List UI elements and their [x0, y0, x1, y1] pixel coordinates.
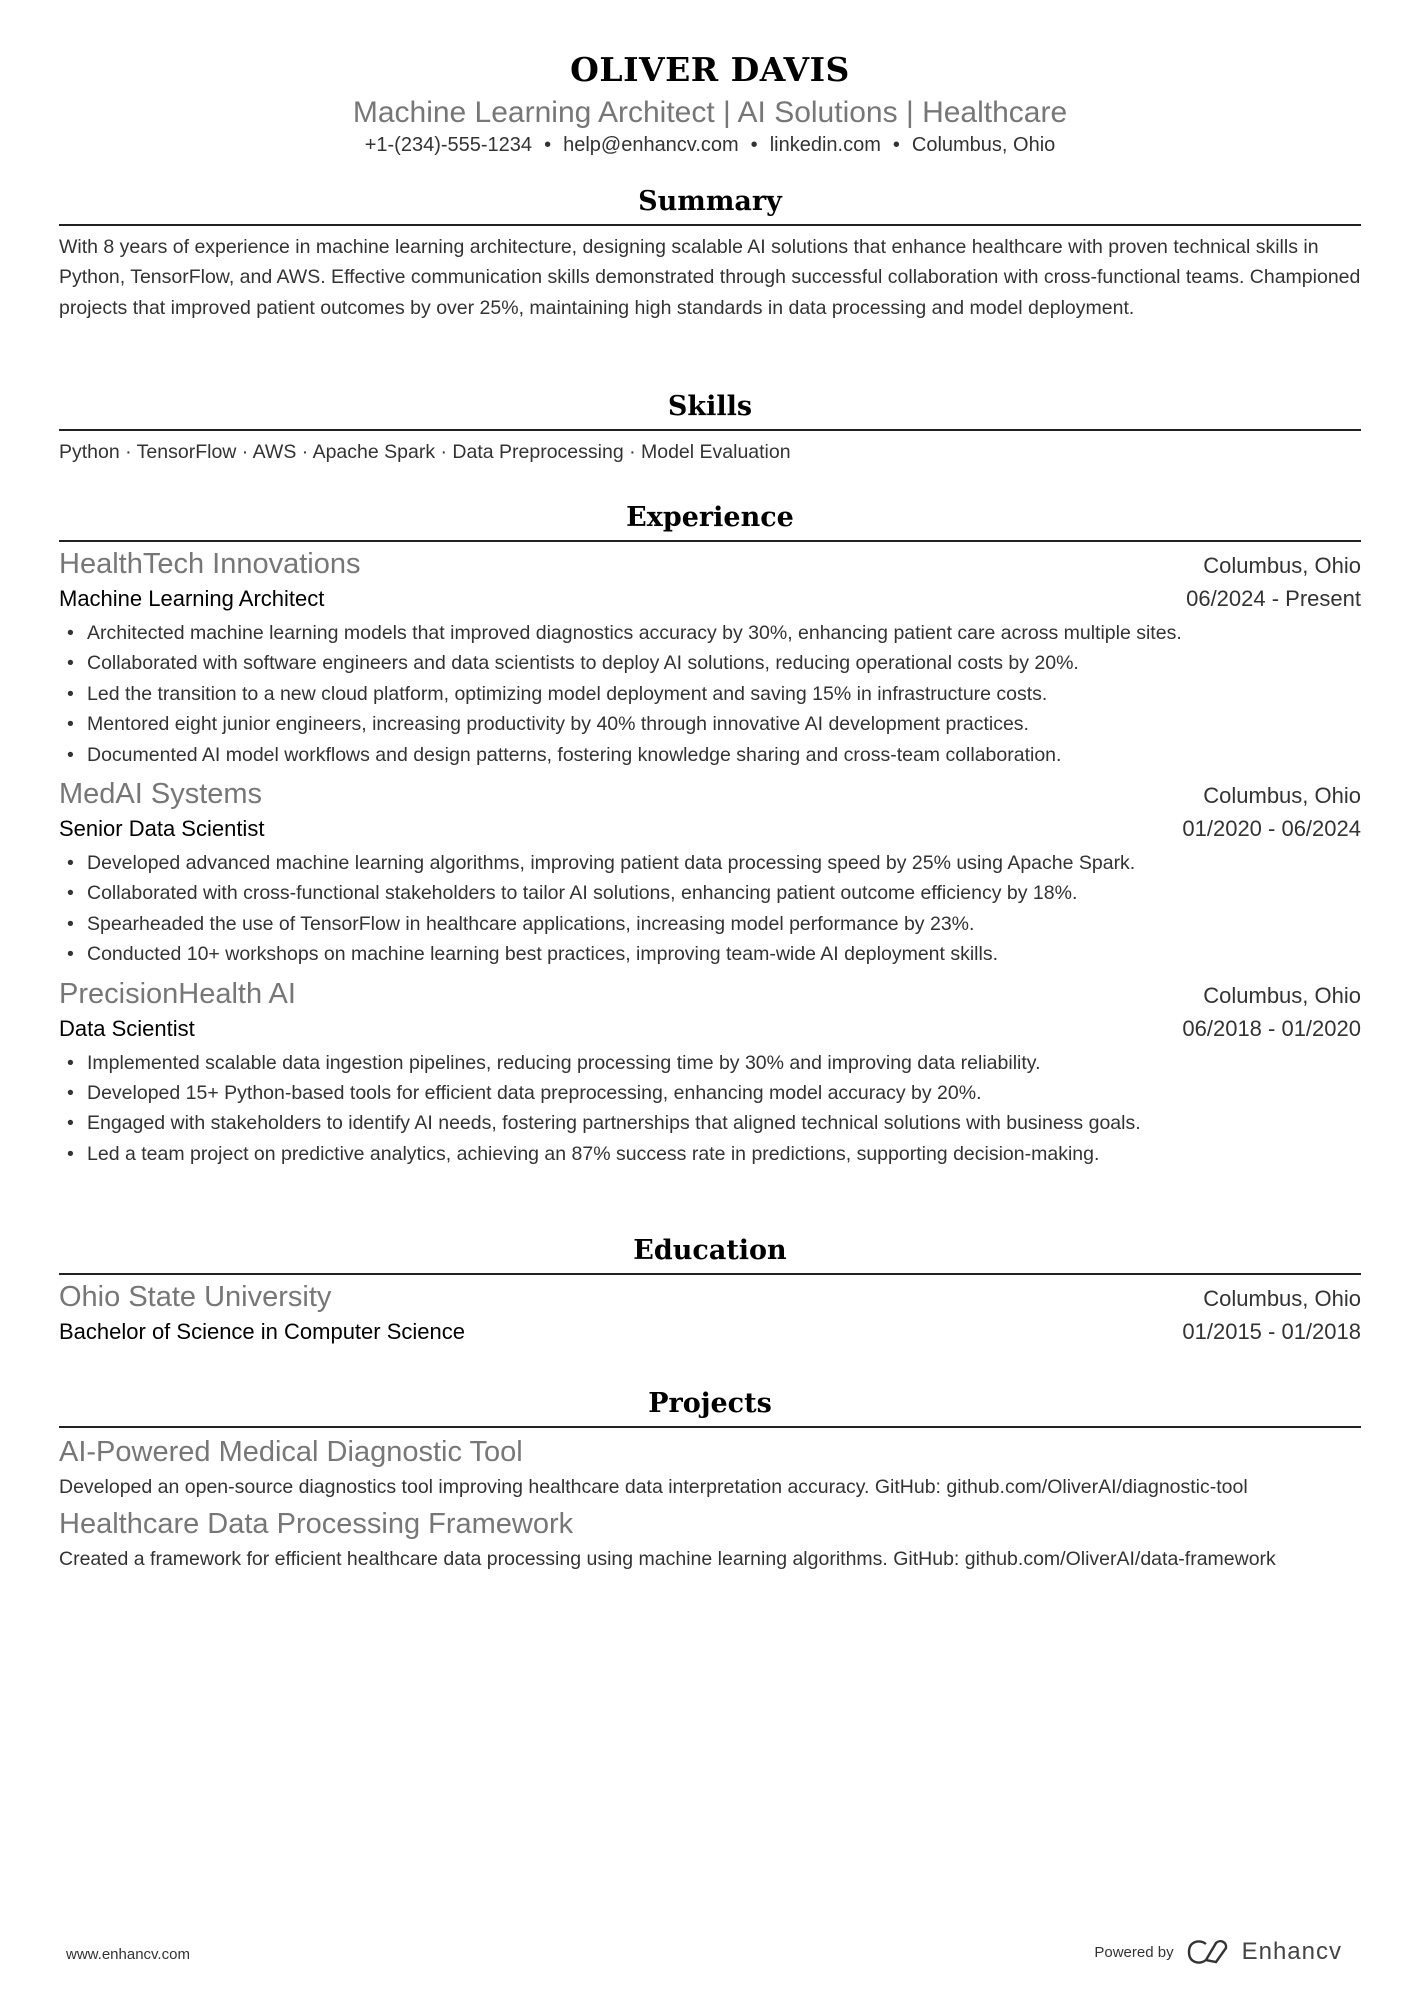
linkedin-link[interactable]: linkedin.com — [769, 134, 881, 156]
achievement-bullet: • Implemented scalable data ingestion pipelines, reducing processing time by 30% and improving data reliability. — [59, 1048, 1361, 1078]
email-link[interactable]: help@enhancv.com — [563, 134, 739, 156]
experience-section — [59, 498, 1361, 1169]
projects-section — [59, 1384, 1361, 1575]
job-dates: 01/2020 - 06/2024 — [1182, 816, 1361, 842]
achievement-bullet: • Developed advanced machine learning algorithms, improving patient data processing speed by 25% using Apache Spark. — [59, 848, 1361, 878]
divider — [59, 1273, 1361, 1275]
company-name: PrecisionHealth AI — [59, 977, 296, 1010]
job-dates: 06/2024 - Present — [1186, 586, 1361, 611]
achievement-list — [59, 1048, 1361, 1170]
divider — [59, 1426, 1361, 1428]
job-location: Columbus, Ohio — [1203, 783, 1361, 809]
divider — [59, 429, 1361, 431]
experience-entry — [59, 976, 1361, 1170]
achievement-bullet: • Conducted 10+ workshops on machine learning best practices, improving team-wide AI deployment skills. — [59, 939, 1361, 969]
skills-section — [59, 387, 1361, 467]
project-description: Developed an open-source diagnostics tool improving healthcare data interpretation accuracy. GitHub: github.com/OliverAI/diagnostic-tool — [59, 1476, 1248, 1498]
education-entry — [59, 1279, 1361, 1349]
achievement-bullet: • Spearheaded the use of TensorFlow in healthcare applications, increasing model performance by 23%. — [59, 909, 1361, 939]
enhancv-logo-icon — [1186, 1939, 1230, 1965]
divider — [59, 540, 1361, 542]
footer-branding — [1094, 1938, 1342, 1966]
achievement-list — [59, 848, 1361, 970]
project-description: Created a framework for efficient healthcare data processing using machine learning algorithms. GitHub: github.com/OliverAI/data-framework — [59, 1548, 1276, 1571]
location: Columbus, Ohio — [911, 134, 1056, 156]
candidate-name: OLIVER DAVIS — [570, 50, 850, 89]
section-title: Skills — [667, 391, 753, 422]
brand-name: Enhancv — [1241, 1938, 1342, 1965]
divider — [59, 224, 1361, 226]
achievement-list — [59, 618, 1361, 770]
school-name: Ohio State University — [59, 1281, 332, 1313]
achievement-bullet: • Documented AI model workflows and design patterns, fostering knowledge sharing and cross-team collaboration. — [59, 740, 1361, 770]
experience-entry — [59, 776, 1361, 970]
project-entry — [59, 1434, 1361, 1502]
achievement-bullet: • Engaged with stakeholders to identify AI needs, fostering partnerships that aligned technical solutions with business goals. — [59, 1108, 1361, 1138]
school-location: Columbus, Ohio — [1203, 1286, 1361, 1311]
job-dates: 06/2018 - 01/2020 — [1182, 1015, 1361, 1041]
education-dates: 01/2015 - 01/2018 — [1182, 1319, 1361, 1344]
skills-list: Python · TensorFlow · AWS · Apache Spark · Data Preprocessing · Model Evaluation — [59, 441, 791, 463]
achievement-bullet: • Led the transition to a new cloud platform, optimizing model deployment and saving 15% in infrastructure costs. — [59, 679, 1361, 709]
phone: +1-(234)-555-1234 — [364, 134, 533, 156]
achievement-bullet: • Developed 15+ Python-based tools for efficient data preprocessing, enhancing model accuracy by 20%. — [59, 1078, 1361, 1108]
powered-by-label: Powered by — [1094, 1943, 1174, 1961]
job-title: Senior Data Scientist — [59, 816, 265, 842]
section-title: Experience — [626, 502, 794, 533]
degree: Bachelor of Science in Computer Science — [59, 1319, 465, 1344]
achievement-bullet: • Collaborated with cross-functional stakeholders to tailor AI solutions, enhancing patient outcome efficiency by 18%. — [59, 878, 1361, 908]
section-title: Projects — [648, 1388, 772, 1419]
job-title: Machine Learning Architect — [59, 586, 325, 611]
project-entry — [59, 1506, 1361, 1574]
job-location: Columbus, Ohio — [1203, 982, 1361, 1008]
achievement-bullet: • Led a team project on predictive analytics, achieving an 87% success rate in predictions, supporting decision-making. — [59, 1139, 1361, 1169]
footer-website[interactable]: www.enhancv.com — [66, 1946, 190, 1963]
job-title: Data Scientist — [59, 1015, 195, 1041]
achievement-bullet: • Architected machine learning models that improved diagnostics accuracy by 30%, enhancing patient care across multiple sites. — [59, 618, 1361, 648]
job-location: Columbus, Ohio — [1203, 553, 1361, 578]
headline: Machine Learning Architect | AI Solutions | Healthcare — [352, 96, 1068, 129]
experience-entry — [59, 546, 1361, 770]
achievement-bullet: • Mentored eight junior engineers, increasing productivity by 40% through innovative AI development practices. — [59, 709, 1361, 739]
project-name: AI-Powered Medical Diagnostic Tool — [59, 1436, 523, 1468]
contact-info: +1-(234)-555-1234 • help@enhancv.com • linkedin.com • Columbus, Ohio — [364, 134, 1056, 156]
company-name: HealthTech Innovations — [59, 548, 361, 580]
education-section — [59, 1231, 1361, 1349]
summary-text: With 8 years of experience in machine learning architecture, designing scalable AI solutions that enhance healthcare with proven technical skills in Python, TensorFlow, and AWS. Effective communication skills demonstrated through successful collaboration with cross-functional teams. Championed projects that improved patient outcomes by over 25%, maintaining high standards in data processing and model deployment. — [59, 236, 1361, 319]
section-title: Education — [633, 1235, 787, 1266]
project-name: Healthcare Data Processing Framework — [59, 1508, 574, 1541]
summary-section — [59, 182, 1361, 323]
section-title: Summary — [638, 186, 782, 217]
achievement-bullet: • Collaborated with software engineers and data scientists to deploy AI solutions, reducing operational costs by 20%. — [59, 648, 1361, 678]
company-name: MedAI Systems — [59, 778, 263, 811]
